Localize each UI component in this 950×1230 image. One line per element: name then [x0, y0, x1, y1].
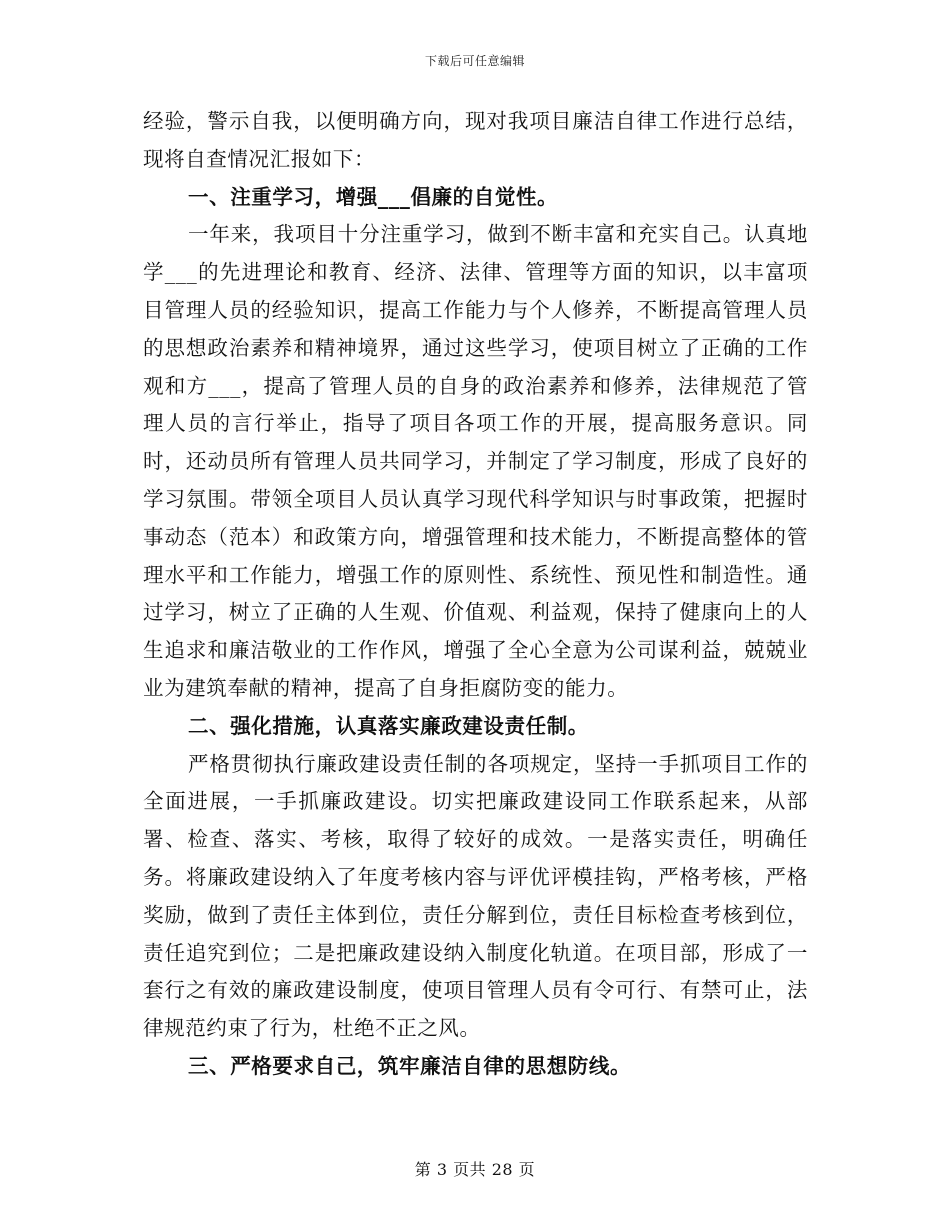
section-1-paragraph: 一年来，我项目十分注重学习，做到不断丰富和充实自己。认真地学___的先进理论和教育、经济、法律、管理等方面的知识，以丰富项目管理人员的经验知识，提高工作能力与个人修养，不断提高管理人员的思想政治素养和精神境界，通过这些学习，使项目树立了正确的工作观和方___，提高了管理人员的自身的政治素养和修养，法律规范了管理人员的言行举止，指导了项目各项工作的开展，提高服务意识。同时，还动员所有管理人员共同学习，并制定了学习制度，形成了良好的学习氛围。带领全项目人员认真学习现代科学知识与时事政策，把握时事动态（范本）和政策方向，增强管理和技术能力，不断提高整体的管理水平和工作能力，增强工作的原则性、系统性、预见性和制造性。通过学习，树立了正确的人生观、价值观、利益观，保持了健康向上的人生追求和廉洁敬业的工作作风，增强了全心全意为公司谋利益，兢兢业业为建筑奉献的精神，提高了自身拒腐防变的能力。	[143, 222, 808, 700]
page-header: 下载后可任意编辑	[424, 54, 525, 68]
document-body	[143, 103, 808, 1086]
section-2-paragraph: 严格贯彻执行廉政建设责任制的各项规定，坚持一手抓项目工作的全面进展，一手抓廉政建设。切实把廉政建设同工作联系起来，从部署、检查、落实、考核，取得了较好的成效。一是落实责任，明确任务。将廉政建设纳入了年度考核内容与评优评模挂钩，严格考核，严格奖励，做到了责任主体到位，责任分解到位，责任目标检查考核到位，责任追究到位；二是把廉政建设纳入制度化轨道。在项目部，形成了一套行之有效的廉政建设制度，使项目管理人员有令可行、有禁可止，法律规范约束了行为，杜绝不正之风。	[143, 751, 808, 1041]
page-number: 第 3 页共 28 页	[414, 1160, 536, 1179]
section-3-heading: 三、严格要求自己，筑牢廉洁自律的思想防线。	[188, 1053, 632, 1078]
section-1-heading: 一、注重学习，增强___倡廉的自觉性。	[188, 184, 559, 209]
section-2-heading: 二、强化措施，认真落实廉政建设责任制。	[188, 713, 589, 738]
intro-paragraph: 经验，警示自我，以便明确方向，现对我项目廉洁自律工作进行总结，现将自查情况汇报如下：	[143, 109, 808, 171]
